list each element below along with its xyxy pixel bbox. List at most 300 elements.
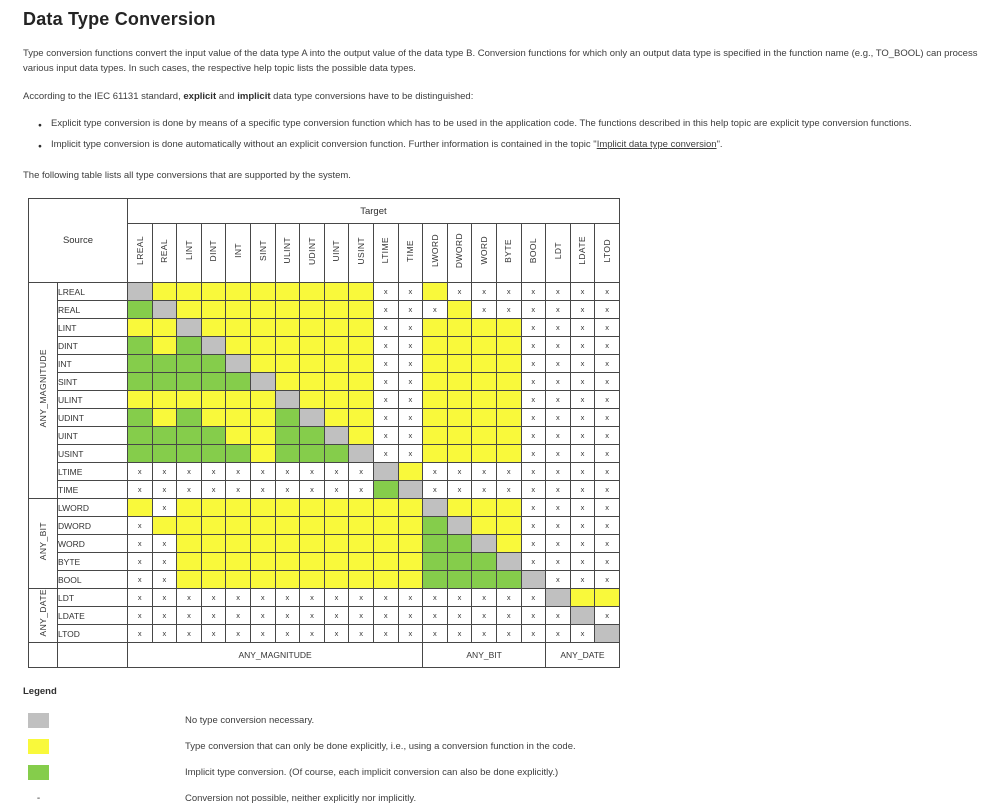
matrix-cell xyxy=(201,427,226,445)
matrix-cell: x xyxy=(324,607,349,625)
column-header-label: DWORD xyxy=(454,232,465,269)
row-header-ldate: LDATE xyxy=(58,607,128,625)
matrix-cell: x xyxy=(546,463,571,481)
matrix-cell xyxy=(447,319,472,337)
matrix-cell xyxy=(177,391,202,409)
column-header-label: LDT xyxy=(552,241,563,260)
matrix-cell xyxy=(447,427,472,445)
matrix-cell xyxy=(275,355,300,373)
matrix-cell xyxy=(226,499,251,517)
matrix-cell: x xyxy=(152,553,177,571)
matrix-cell xyxy=(423,571,448,589)
table-row xyxy=(29,445,620,463)
row-group-label: ANY_MAGNITUDE xyxy=(37,348,48,428)
matrix-cell: x xyxy=(128,463,153,481)
matrix-cell xyxy=(275,391,300,409)
matrix-cell: x xyxy=(226,625,251,643)
matrix-cell: x xyxy=(496,625,521,643)
matrix-cell xyxy=(226,571,251,589)
matrix-cell xyxy=(152,373,177,391)
matrix-cell: x xyxy=(152,499,177,517)
matrix-cell: x xyxy=(521,373,546,391)
matrix-cell: x xyxy=(447,463,472,481)
column-header-label: WORD xyxy=(478,236,489,265)
matrix-cell xyxy=(496,391,521,409)
matrix-cell: x xyxy=(398,391,423,409)
matrix-cell xyxy=(300,391,325,409)
table-row xyxy=(29,355,620,373)
matrix-cell xyxy=(250,409,275,427)
matrix-cell xyxy=(447,337,472,355)
table-row xyxy=(29,481,620,499)
matrix-cell: x xyxy=(521,463,546,481)
matrix-cell xyxy=(300,373,325,391)
matrix-cell: x xyxy=(546,535,571,553)
matrix-cell xyxy=(226,373,251,391)
table-row xyxy=(29,553,620,571)
matrix-cell: x xyxy=(521,517,546,535)
matrix-cell xyxy=(373,499,398,517)
matrix-cell xyxy=(595,625,620,643)
table-row xyxy=(29,409,620,427)
matrix-cell xyxy=(349,301,374,319)
matrix-cell: x xyxy=(595,283,620,301)
matrix-cell: x xyxy=(250,463,275,481)
legend-heading: Legend xyxy=(23,686,57,697)
matrix-cell xyxy=(300,571,325,589)
matrix-cell: x xyxy=(128,553,153,571)
matrix-cell: x xyxy=(570,571,595,589)
matrix-cell: x xyxy=(152,571,177,589)
matrix-cell: x xyxy=(398,319,423,337)
column-header-ldate xyxy=(570,224,595,283)
matrix-cell: x xyxy=(373,355,398,373)
matrix-cell: x xyxy=(300,481,325,499)
matrix-cell xyxy=(177,373,202,391)
column-header-label: ULINT xyxy=(282,237,293,264)
matrix-cell xyxy=(226,355,251,373)
column-header-uint xyxy=(324,224,349,283)
matrix-cell: x xyxy=(472,481,497,499)
matrix-cell xyxy=(250,445,275,463)
implicit-bullet-prefix: Implicit type conversion is done automatically without an explicit conversion function. Further information is contained in the topic " xyxy=(51,139,597,150)
matrix-cell xyxy=(595,589,620,607)
matrix-cell: x xyxy=(226,463,251,481)
matrix-cell: x xyxy=(423,301,448,319)
row-header-udint: UDINT xyxy=(58,409,128,427)
matrix-cell: x xyxy=(472,589,497,607)
footer-empty-cell xyxy=(58,643,128,668)
matrix-cell: x xyxy=(595,499,620,517)
matrix-cell: x xyxy=(177,607,202,625)
matrix-cell: x xyxy=(570,517,595,535)
matrix-cell xyxy=(226,409,251,427)
matrix-cell: x xyxy=(570,373,595,391)
matrix-cell: x xyxy=(177,589,202,607)
matrix-cell: x xyxy=(521,445,546,463)
matrix-cell xyxy=(349,319,374,337)
row-header-dword: DWORD xyxy=(58,517,128,535)
matrix-cell xyxy=(423,355,448,373)
matrix-cell xyxy=(201,445,226,463)
matrix-cell: x xyxy=(546,517,571,535)
matrix-cell: x xyxy=(373,319,398,337)
footer-empty-cell xyxy=(29,643,58,668)
matrix-cell: x xyxy=(546,571,571,589)
table-row xyxy=(29,571,620,589)
matrix-cell: x xyxy=(472,625,497,643)
matrix-cell: x xyxy=(521,589,546,607)
matrix-cell: x xyxy=(201,463,226,481)
matrix-cell xyxy=(496,319,521,337)
matrix-cell: x xyxy=(324,481,349,499)
matrix-cell xyxy=(496,571,521,589)
row-group-any_date xyxy=(29,589,58,643)
row-header-usint: USINT xyxy=(58,445,128,463)
column-header-ulint xyxy=(275,224,300,283)
table-row xyxy=(29,499,620,517)
matrix-cell: x xyxy=(423,589,448,607)
table-row xyxy=(29,283,620,301)
matrix-cell: x xyxy=(521,301,546,319)
matrix-cell xyxy=(447,373,472,391)
table-row xyxy=(29,625,620,643)
page-title: Data Type Conversion xyxy=(23,9,216,29)
matrix-cell xyxy=(349,409,374,427)
matrix-cell xyxy=(398,553,423,571)
matrix-cell xyxy=(447,517,472,535)
matrix-cell: x xyxy=(275,625,300,643)
column-header-int xyxy=(226,224,251,283)
matrix-cell xyxy=(423,319,448,337)
matrix-cell xyxy=(398,499,423,517)
matrix-cell xyxy=(349,283,374,301)
matrix-cell: x xyxy=(128,517,153,535)
matrix-cell xyxy=(152,355,177,373)
matrix-cell: x xyxy=(373,373,398,391)
row-header-ltime: LTIME xyxy=(58,463,128,481)
matrix-cell xyxy=(250,301,275,319)
row-header-dint: DINT xyxy=(58,337,128,355)
matrix-cell: x xyxy=(373,337,398,355)
matrix-cell xyxy=(201,571,226,589)
matrix-cell xyxy=(447,409,472,427)
matrix-cell xyxy=(373,481,398,499)
column-header-byte xyxy=(496,224,521,283)
matrix-cell xyxy=(152,337,177,355)
matrix-cell: x xyxy=(373,409,398,427)
matrix-cell: x xyxy=(570,553,595,571)
matrix-cell: x xyxy=(423,463,448,481)
column-header-udint xyxy=(300,224,325,283)
matrix-cell: x xyxy=(595,355,620,373)
matrix-cell: x xyxy=(398,445,423,463)
matrix-cell xyxy=(275,517,300,535)
column-header-label: LDATE xyxy=(577,236,588,265)
column-header-label: LTIME xyxy=(380,237,391,264)
target-header: Target xyxy=(128,199,620,224)
row-header-int: INT xyxy=(58,355,128,373)
footer-row xyxy=(29,643,620,668)
matrix-cell xyxy=(447,553,472,571)
matrix-cell xyxy=(349,427,374,445)
matrix-cell xyxy=(472,445,497,463)
bullet-icon: ● xyxy=(38,143,42,150)
matrix-cell xyxy=(201,301,226,319)
row-header-lint: LINT xyxy=(58,319,128,337)
matrix-cell xyxy=(177,445,202,463)
row-header-real: REAL xyxy=(58,301,128,319)
matrix-cell: x xyxy=(349,625,374,643)
matrix-cell: x xyxy=(447,625,472,643)
matrix-cell: x xyxy=(546,337,571,355)
footer-group-any_bit: ANY_BIT xyxy=(423,643,546,668)
matrix-cell: x xyxy=(521,535,546,553)
matrix-cell xyxy=(250,499,275,517)
green-swatch-icon xyxy=(28,765,49,780)
matrix-cell: x xyxy=(472,463,497,481)
matrix-cell: x xyxy=(152,535,177,553)
matrix-cell xyxy=(177,301,202,319)
matrix-cell xyxy=(423,517,448,535)
row-header-ltod: LTOD xyxy=(58,625,128,643)
matrix-cell: x xyxy=(201,625,226,643)
matrix-cell xyxy=(201,319,226,337)
matrix-cell: x xyxy=(373,391,398,409)
matrix-cell xyxy=(177,535,202,553)
matrix-cell: x xyxy=(201,481,226,499)
matrix-cell: x xyxy=(521,499,546,517)
matrix-cell xyxy=(324,535,349,553)
matrix-cell: x xyxy=(595,391,620,409)
matrix-cell: x xyxy=(398,373,423,391)
matrix-cell: x xyxy=(521,481,546,499)
column-header-label: LTOD xyxy=(601,238,612,263)
matrix-cell: x xyxy=(521,283,546,301)
matrix-cell: x xyxy=(398,589,423,607)
matrix-cell: x xyxy=(423,607,448,625)
matrix-cell xyxy=(521,571,546,589)
matrix-cell xyxy=(300,535,325,553)
legend-text: No type conversion necessary. xyxy=(185,715,315,726)
matrix-cell xyxy=(201,535,226,553)
intro-paragraph-1: Type conversion functions convert the input value of the data type A into the output value of the data type B. Conversion functions for which only an output data type is specified in the function name (e.g., TO_BOOL) can process various input data types. In such cases, the respective help topic lists the possible data types. xyxy=(23,48,978,74)
matrix-cell xyxy=(349,535,374,553)
matrix-cell xyxy=(128,499,153,517)
matrix-cell xyxy=(128,301,153,319)
matrix-cell: x xyxy=(447,283,472,301)
table-row xyxy=(29,517,620,535)
column-header-real xyxy=(152,224,177,283)
row-header-sint: SINT xyxy=(58,373,128,391)
matrix-cell xyxy=(472,391,497,409)
matrix-cell xyxy=(275,571,300,589)
matrix-cell xyxy=(226,301,251,319)
matrix-cell xyxy=(300,319,325,337)
matrix-cell: x xyxy=(373,445,398,463)
matrix-cell: x xyxy=(595,427,620,445)
matrix-cell: x xyxy=(250,589,275,607)
matrix-cell: x xyxy=(398,409,423,427)
matrix-cell xyxy=(472,337,497,355)
matrix-cell: x xyxy=(570,301,595,319)
matrix-cell: x xyxy=(595,553,620,571)
column-header-label: INT xyxy=(232,243,243,258)
matrix-cell xyxy=(177,409,202,427)
matrix-cell: x xyxy=(128,607,153,625)
matrix-cell: x xyxy=(546,283,571,301)
table-row xyxy=(29,319,620,337)
matrix-cell: x xyxy=(595,517,620,535)
matrix-cell xyxy=(152,391,177,409)
gray-swatch-icon xyxy=(28,713,49,728)
matrix-cell xyxy=(324,517,349,535)
matrix-cell: x xyxy=(546,481,571,499)
footer-group-any_date: ANY_DATE xyxy=(546,643,620,668)
matrix-cell xyxy=(496,535,521,553)
implicit-bullet-suffix: ". xyxy=(716,139,723,150)
matrix-cell xyxy=(226,535,251,553)
matrix-cell: x xyxy=(595,481,620,499)
matrix-cell xyxy=(275,337,300,355)
matrix-cell xyxy=(300,283,325,301)
table-row xyxy=(29,373,620,391)
matrix-cell xyxy=(447,571,472,589)
matrix-cell: x xyxy=(447,481,472,499)
matrix-cell xyxy=(447,499,472,517)
matrix-cell: x xyxy=(398,283,423,301)
footer-group-any_magnitude: ANY_MAGNITUDE xyxy=(128,643,423,668)
matrix-cell: x xyxy=(496,463,521,481)
implicit-conversion-link[interactable]: Implicit data type conversion xyxy=(596,139,717,150)
matrix-cell xyxy=(423,409,448,427)
matrix-cell: x xyxy=(570,481,595,499)
legend-section xyxy=(23,686,986,806)
matrix-cell: x xyxy=(546,355,571,373)
column-header-label: DINT xyxy=(208,239,219,262)
column-header-lint xyxy=(177,224,202,283)
column-header-ltod xyxy=(595,224,620,283)
yellow-swatch-icon xyxy=(28,739,49,754)
table-row xyxy=(29,391,620,409)
matrix-cell xyxy=(177,517,202,535)
table-row xyxy=(29,301,620,319)
matrix-cell: x xyxy=(546,625,571,643)
column-header-label: UDINT xyxy=(306,236,317,265)
matrix-cell: x xyxy=(521,427,546,445)
matrix-cell: x xyxy=(398,427,423,445)
matrix-cell xyxy=(472,517,497,535)
matrix-cell: x xyxy=(423,625,448,643)
matrix-cell: x xyxy=(128,571,153,589)
matrix-cell xyxy=(275,499,300,517)
column-header-dword xyxy=(447,224,472,283)
matrix-cell xyxy=(324,427,349,445)
matrix-cell xyxy=(152,319,177,337)
matrix-cell xyxy=(177,355,202,373)
matrix-cell: x xyxy=(546,409,571,427)
matrix-cell xyxy=(275,553,300,571)
matrix-cell: x xyxy=(324,463,349,481)
matrix-cell xyxy=(324,445,349,463)
matrix-cell xyxy=(300,301,325,319)
matrix-cell: x xyxy=(128,589,153,607)
matrix-cell xyxy=(472,553,497,571)
matrix-cell: x xyxy=(570,535,595,553)
table-row xyxy=(29,427,620,445)
matrix-cell xyxy=(324,355,349,373)
matrix-cell xyxy=(250,571,275,589)
matrix-cell xyxy=(152,517,177,535)
legend-item-not-possible xyxy=(23,791,986,806)
matrix-cell xyxy=(300,337,325,355)
matrix-cell: x xyxy=(177,625,202,643)
explicit-bullet-text: Explicit type conversion is done by means of a specific type conversion function which has to be used in the application code. The functions described in this help topic are explicit type conversion functions. xyxy=(51,118,912,129)
table-row xyxy=(29,337,620,355)
matrix-cell: x xyxy=(226,589,251,607)
matrix-cell xyxy=(128,283,153,301)
table-row xyxy=(29,589,620,607)
matrix-cell xyxy=(373,517,398,535)
matrix-cell xyxy=(324,283,349,301)
matrix-cell xyxy=(275,319,300,337)
matrix-cell xyxy=(496,337,521,355)
table-row xyxy=(29,463,620,481)
matrix-cell: x xyxy=(152,625,177,643)
matrix-cell xyxy=(177,283,202,301)
matrix-cell xyxy=(250,319,275,337)
matrix-cell xyxy=(201,283,226,301)
matrix-cell: x xyxy=(595,607,620,625)
implicit-term: implicit xyxy=(237,91,271,102)
matrix-cell xyxy=(275,427,300,445)
table-header-row xyxy=(29,199,620,224)
matrix-cell: x xyxy=(546,427,571,445)
column-header-label: SINT xyxy=(257,240,268,261)
matrix-cell xyxy=(128,391,153,409)
matrix-cell: x xyxy=(521,607,546,625)
column-header-label: TIME xyxy=(405,239,416,262)
matrix-cell xyxy=(349,355,374,373)
matrix-cell xyxy=(373,463,398,481)
matrix-cell xyxy=(201,373,226,391)
column-header-label: LINT xyxy=(183,240,194,261)
matrix-cell: x xyxy=(152,607,177,625)
row-header-ldt: LDT xyxy=(58,589,128,607)
matrix-cell: x xyxy=(546,499,571,517)
matrix-cell xyxy=(423,553,448,571)
matrix-cell: x xyxy=(275,463,300,481)
matrix-cell xyxy=(423,391,448,409)
matrix-cell xyxy=(423,499,448,517)
matrix-cell: x xyxy=(570,445,595,463)
matrix-cell xyxy=(177,337,202,355)
matrix-cell: x xyxy=(373,625,398,643)
matrix-cell xyxy=(447,445,472,463)
column-header-ldt xyxy=(546,224,571,283)
matrix-cell: x xyxy=(546,301,571,319)
intro-paragraph-2 xyxy=(23,89,986,104)
matrix-cell xyxy=(128,409,153,427)
matrix-cell xyxy=(324,373,349,391)
matrix-cell xyxy=(472,571,497,589)
row-header-ulint: ULINT xyxy=(58,391,128,409)
matrix-cell: x xyxy=(349,607,374,625)
matrix-cell xyxy=(275,373,300,391)
matrix-cell xyxy=(324,319,349,337)
matrix-cell: x xyxy=(275,481,300,499)
source-header: Source xyxy=(29,199,128,283)
